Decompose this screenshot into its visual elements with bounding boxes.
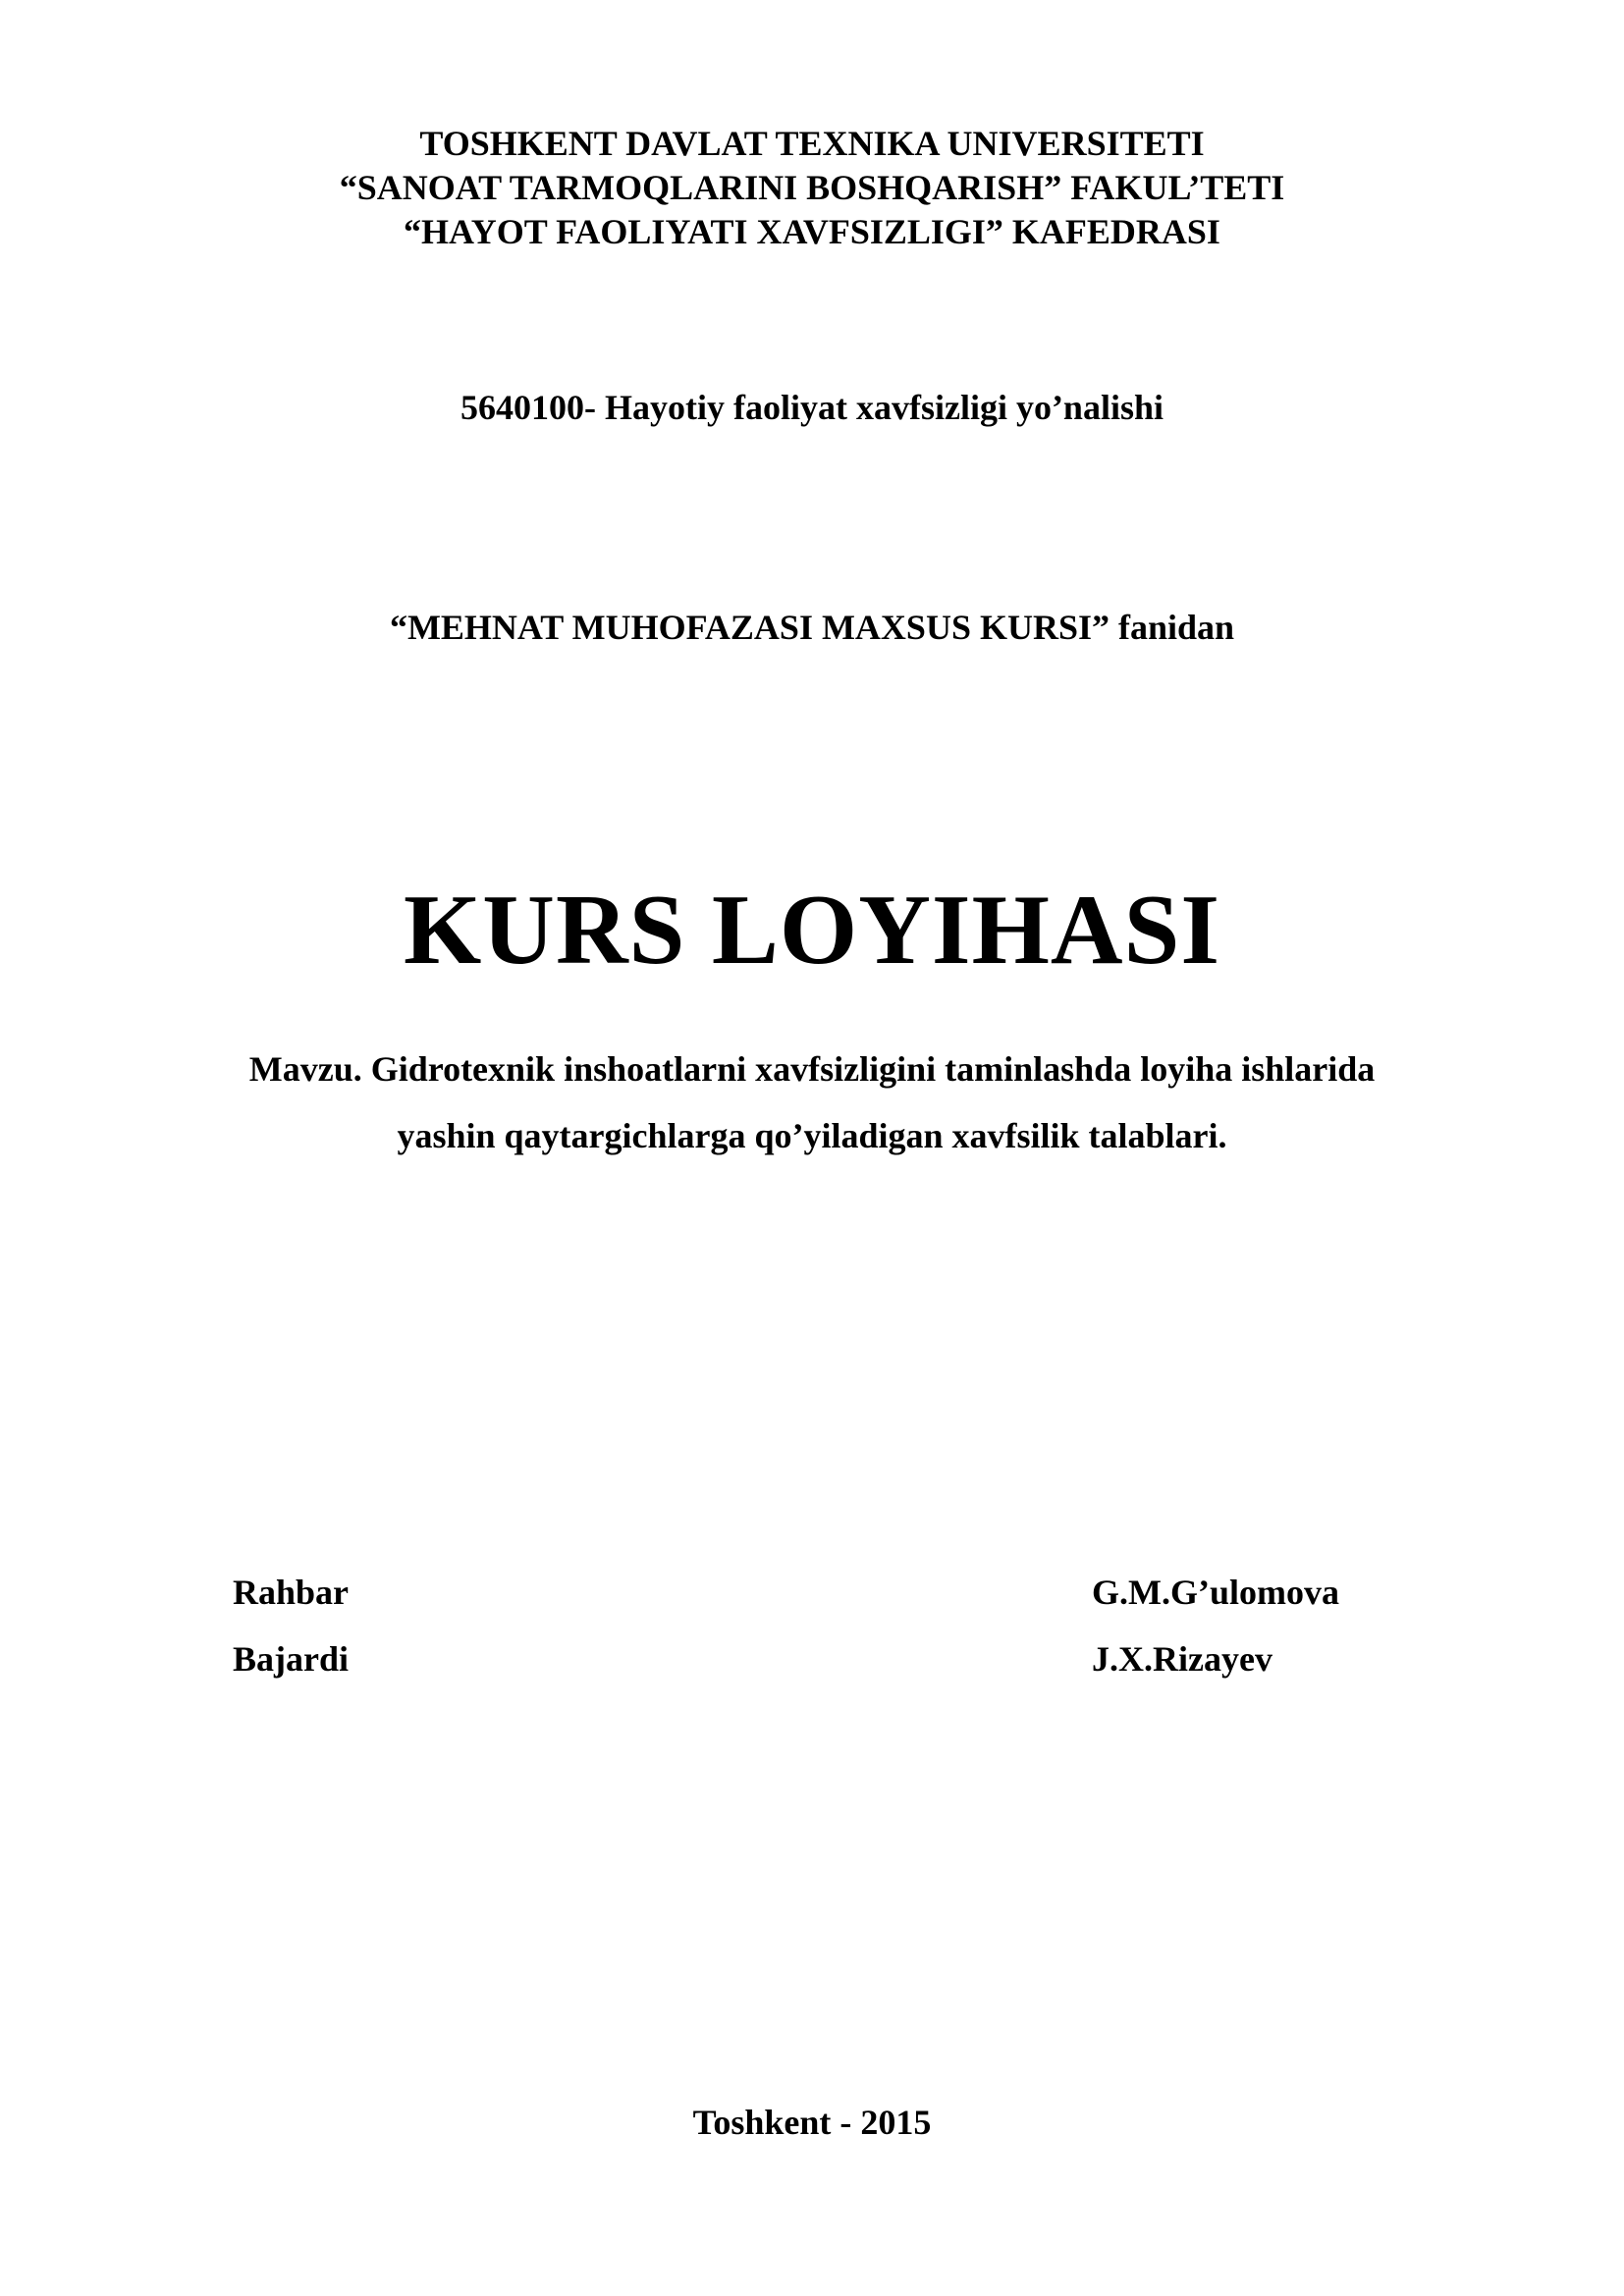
- author-name: J.X.Rizayev: [1092, 1639, 1272, 1679]
- supervisor-label: Rahbar: [233, 1573, 350, 1612]
- course-subject: “MEHNAT MUHOFAZASI MAXSUS KURSI” fanidan: [389, 608, 1235, 647]
- university-name: TOSHKENT DAVLAT TEXNIKA UNIVERSITETI: [419, 124, 1205, 163]
- institution-header: [0, 122, 1624, 254]
- city-year: Toshkent - 2015: [692, 2103, 932, 2142]
- topic-line-1: Mavzu. Gidrotexnik inshoatlarni xavfsizligini taminlashda loyiha ishlarida: [248, 1049, 1376, 1089]
- department-name: “HAYOT FAOLIYATI XAVFSIZLIGI” KAFEDRASI: [404, 212, 1220, 251]
- faculty-name: “SANOAT TARMOQLARINI BOSHQARISH” FAKUL’TETI: [339, 168, 1285, 207]
- topic-line-2: yashin qaytargichlarga qo’yiladigan xavfsilik talablari.: [397, 1116, 1227, 1155]
- project-topic: [0, 1036, 1624, 1169]
- supervisor-name: G.M.G’ulomova: [1092, 1573, 1339, 1612]
- document-title: KURS LOYIHASI: [403, 875, 1221, 986]
- study-direction: 5640100- Hayotiy faoliyat xavfsizligi yo’nalishi: [460, 388, 1164, 427]
- author-label: Bajardi: [233, 1639, 350, 1679]
